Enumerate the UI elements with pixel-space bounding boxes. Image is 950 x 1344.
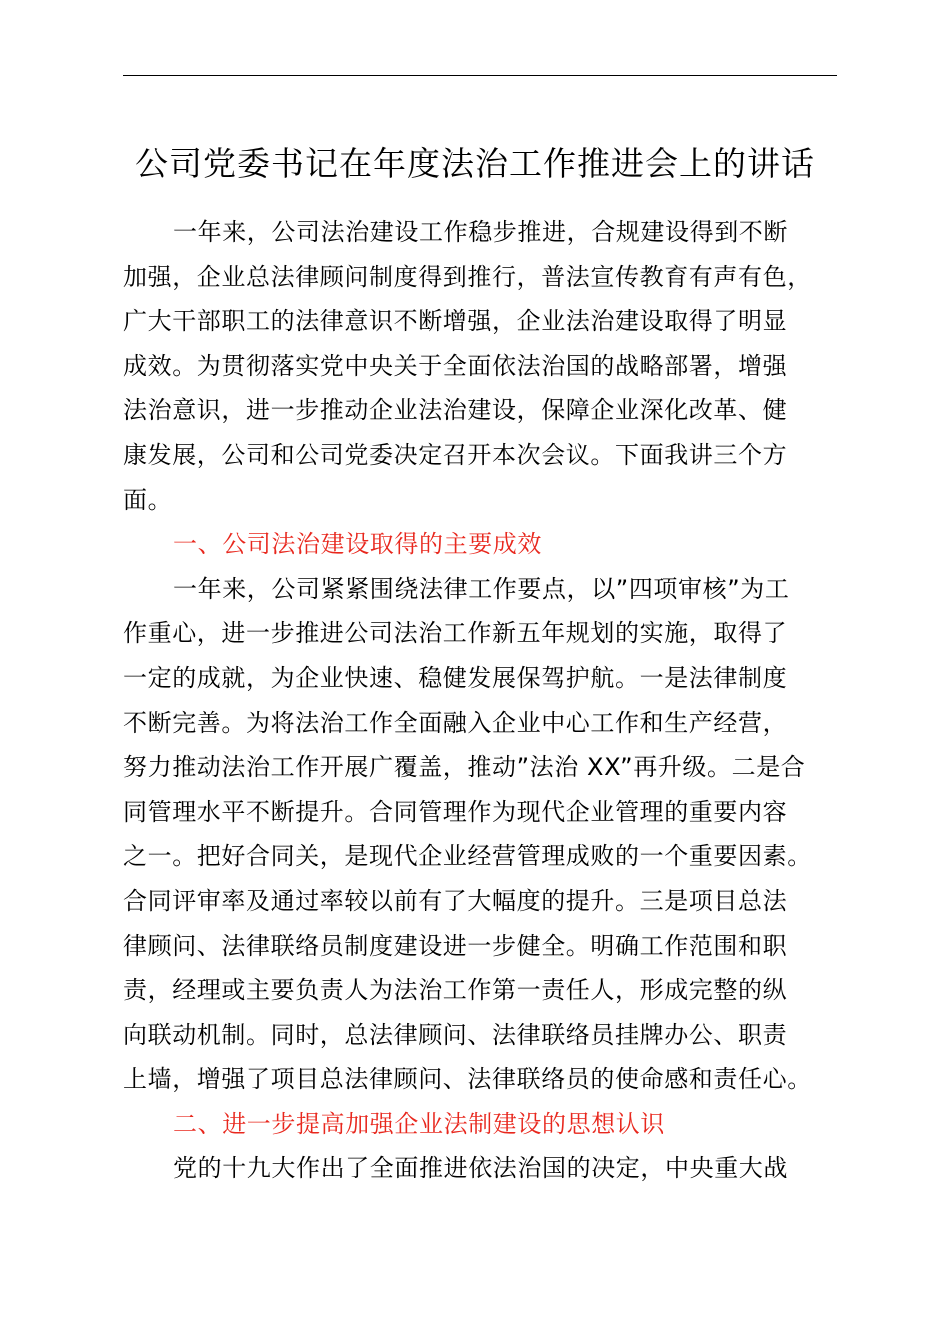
text-line: 法治意识，进一步推动企业法治建设，保障企业深化改革、健 <box>123 396 788 425</box>
text-line: 加强，企业总法律顾问制度得到推行，普法宣传教育有声有色， <box>123 262 812 291</box>
text-line: 上墙，增强了项目总法律顾问、法律联络员的使命感和责任心。 <box>123 1065 812 1094</box>
text-line: 面。 <box>123 485 173 514</box>
text-line: 作重心，进一步推进公司法治工作新五年规划的实施，取得了 <box>123 619 788 648</box>
text-line: 努力推动法治工作开展广覆盖，推动”法治 XX”再升级。二是合 <box>123 753 806 782</box>
text-line: 一年来，公司紧紧围绕法律工作要点，以”四项审核”为工 <box>173 574 790 603</box>
text-line: 成效。为贯彻落实党中央关于全面依法治国的战略部署，增强 <box>123 351 788 380</box>
text-line: 之一。把好合同关，是现代企业经营管理成败的一个重要因素。 <box>123 842 812 871</box>
text-line: 合同评审率及通过率较以前有了大幅度的提升。三是项目总法 <box>123 886 788 915</box>
text-line: 向联动机制。同时，总法律顾问、法律联络员挂牌办公、职责 <box>123 1020 788 1049</box>
text-line: 责，经理或主要负责人为法治工作第一责任人，形成完整的纵 <box>123 976 788 1005</box>
section-2-paragraph <box>123 1146 863 1191</box>
section-2-heading: 二、进一步提高加强企业法制建设的思想认识 <box>173 1109 665 1138</box>
text-line: 一定的成就，为企业快速、稳健发展保驾护航。一是法律制度 <box>123 663 788 692</box>
document-title: 公司党委书记在年度法治工作推进会上的讲话 <box>135 144 815 183</box>
text-line: 同管理水平不断提升。合同管理作为现代企业管理的重要内容 <box>123 797 788 826</box>
text-line: 广大干部职工的法律意识不断增强，企业法治建设取得了明显 <box>123 307 788 336</box>
text-line: 律顾问、法律联络员制度建设进一步健全。明确工作范围和职 <box>123 931 788 960</box>
text-line: 一年来，公司法治建设工作稳步推进，合规建设得到不断 <box>173 218 788 246</box>
text-line: 康发展，公司和公司党委决定召开本次会议。下面我讲三个方 <box>123 440 788 469</box>
text-line: 不断完善。为将法治工作全面融入企业中心工作和生产经营， <box>123 708 788 737</box>
document-body <box>123 210 863 1191</box>
section-1-paragraph <box>123 567 863 1102</box>
text-line: 党的十九大作出了全面推进依法治国的决定，中央重大战 <box>173 1154 788 1183</box>
section-1-heading: 一、公司法治建设取得的主要成效 <box>173 530 542 559</box>
header-rule <box>123 75 837 76</box>
intro-paragraph <box>123 210 863 522</box>
